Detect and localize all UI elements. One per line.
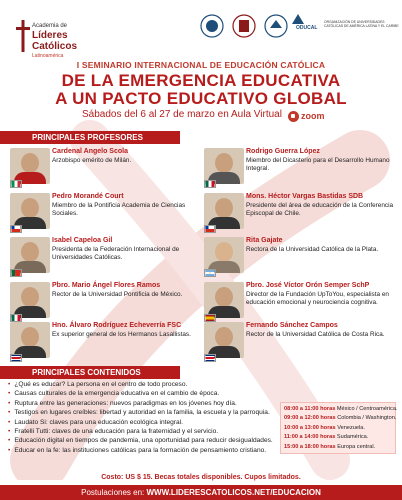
list-item: • Educar en la fe: las instituciones católicas para la formación de pensamiento cristiano. (8, 446, 288, 455)
schedule-row (284, 443, 392, 452)
italy-flag-icon (10, 180, 22, 188)
schedule-place: México / Centroamérica. (336, 406, 398, 412)
schedule-row (284, 405, 398, 414)
schedule-place: Venezuela. (337, 424, 365, 431)
speaker-desc: Rectora de la Universidad Católica de la Plata. (246, 246, 379, 253)
speaker-card (10, 193, 206, 237)
speaker-photo (204, 237, 244, 273)
university-seal-2-icon (232, 14, 256, 38)
schedule-row (284, 433, 392, 442)
schedule-time: 15:00 a 18:00 horas (284, 443, 336, 450)
costa-rica-flag-icon (10, 354, 22, 362)
oducal-logo-icon (292, 14, 304, 24)
schedule-row (284, 414, 397, 423)
chile-flag-icon (10, 225, 22, 233)
speaker-photo (10, 148, 50, 184)
logo-line1: Academia de (32, 23, 68, 29)
contents-list (8, 380, 288, 455)
schedule-row (284, 424, 392, 433)
zoom-icon (288, 111, 299, 122)
speaker-card (204, 148, 400, 192)
schedule-place: Sudamérica. (336, 434, 369, 441)
speaker-desc: Rector de la Universidad Pontificia de México. (52, 291, 183, 298)
schedule-place: Colombia / Washington. (337, 415, 397, 422)
list-item: • Ruptura entre las generaciones: nuevos paradigmas en los jóvenes hoy día. (8, 399, 288, 408)
list-item: • Fratelli Tutti: claves de una educación para la fraternidad y el servicio. (8, 427, 288, 436)
mexico-flag-icon (204, 180, 216, 188)
schedule-time: 09:00 a 12:00 horas (284, 415, 336, 422)
speaker-photo (204, 282, 244, 318)
list-item: • Testigos en lugares creíbles: libertad y autoridad en la familia, la escuela y la parroquia. (8, 408, 288, 417)
speaker-name: Hno. Álvaro Rodríguez Echeverría FSC (52, 322, 182, 329)
dates-text: Sábados del 6 al 27 de marzo en Aula Virtual (82, 109, 282, 120)
speaker-name: Rodrigo Guerra López (246, 148, 320, 155)
speaker-card (204, 193, 400, 237)
section-contents: PRINCIPALES CONTENIDOS (0, 366, 180, 379)
academy-logo-text (32, 22, 77, 60)
schedule-time: 08:00 a 11:00 horas (284, 406, 336, 412)
university-seal-3-icon (264, 14, 288, 38)
logo-line4: Latinoamérica (32, 53, 64, 59)
speaker-name: Isabel Capeloa Gil (52, 237, 113, 244)
schedule-place: Europa central. (337, 443, 376, 450)
speaker-desc: Miembro del Dicasterio para el Desarrollo Humano Integral. (246, 157, 390, 172)
list-item: • ¿Qué es educar? La persona en el centro de todo proceso. (8, 380, 288, 389)
speaker-name: Pbro. José Víctor Orón Semper SchP (246, 282, 370, 289)
cross-icon (16, 20, 30, 52)
speaker-photo (10, 193, 50, 229)
speaker-desc: Presidenta de la Federación Internacional de Universidades Católicas. (52, 246, 180, 261)
speaker-name: Pedro Morandé Court (52, 193, 124, 200)
mexico-flag-icon (10, 314, 22, 322)
speaker-name: Fernando Sánchez Campos (246, 322, 338, 329)
speaker-card (10, 237, 206, 281)
cost-text: Costo: US $ 15. Becas totales disponibles. Cupos limitados. (101, 474, 301, 481)
zoom-label: zoom (301, 111, 325, 121)
header (0, 0, 402, 59)
speaker-card (204, 237, 400, 281)
logo-line3: Católicos (32, 41, 78, 52)
speaker-photo (10, 237, 50, 273)
speaker-name: Pbro. Mario Ángel Flores Ramos (52, 282, 161, 289)
speaker-name: Cardenal Angelo Scola (52, 148, 128, 155)
argentina-flag-icon (204, 269, 216, 277)
chile-flag-icon (204, 225, 216, 233)
footer-bar (0, 485, 402, 500)
speaker-desc: Presidente del área de educación de la Conferencia Episcopal de Chile. (246, 202, 394, 217)
speaker-photo (204, 193, 244, 229)
logo-line2: Líderes (32, 30, 68, 41)
speaker-desc: Arzobispo emérito de Milán. (52, 157, 132, 164)
speaker-desc: Director de la Fundación UpToYou, especialista en educación emocional y neurociencia cognitiva. (246, 291, 389, 306)
speaker-name: Rita Gajate (246, 237, 283, 244)
seminar-line: I SEMINARIO INTERNACIONAL DE EDUCACIÓN CATÓLICA (76, 60, 326, 70)
oducal-description: ORGANIZACIÓN DE UNIVERSIDADES CATÓLICAS DE AMÉRICA LATINA Y EL CARIBE (324, 20, 399, 29)
list-item: • Causas culturales de la emergencia educativa en el cambio de época. (8, 389, 288, 398)
speaker-card (204, 282, 400, 326)
speaker-card (10, 282, 206, 326)
list-item: • Educación digital en tiempos de pandemia, una oportunidad para reducir desigualdades. (8, 436, 288, 445)
schedule-time: 11:00 a 14:00 horas (284, 434, 336, 441)
title-line1: DE LA EMERGENCIA EDUCATIVA (61, 71, 341, 90)
footer-prefix: Postulaciones en: (81, 488, 147, 497)
speaker-card (10, 322, 206, 366)
speaker-photo (204, 322, 244, 358)
oducal-label: ODUCAL (296, 25, 318, 31)
speaker-photo (10, 322, 50, 358)
speaker-photo (10, 282, 50, 318)
zoom-badge (288, 110, 325, 122)
portugal-flag-icon (10, 269, 22, 277)
speaker-desc: Miembro de la Pontificia Academia de Ciencias Sociales. (52, 202, 186, 217)
section-professors: PRINCIPALES PROFESORES (0, 131, 180, 144)
schedule-box (280, 402, 396, 454)
speaker-photo (204, 148, 244, 184)
costa-rica-flag-icon (204, 354, 216, 362)
academy-logo[interactable] (8, 8, 88, 59)
title-line2: A UN PACTO EDUCATIVO GLOBAL (55, 89, 347, 108)
speaker-card (204, 322, 400, 366)
list-item: • Laudato Si: claves para una educación ecológica integral. (8, 418, 288, 427)
speaker-desc: Rector de la Universidad Católica de Costa Rica. (246, 331, 385, 338)
speaker-name: Mons. Héctor Vargas Bastidas SDB (246, 193, 364, 200)
speaker-desc: Ex superior general de los Hermanos Lasallistas. (52, 331, 191, 338)
footer-url-link[interactable]: WWW.LIDERESCATOLICOS.NET/EDUCACION (146, 488, 321, 497)
university-seal-1-icon (200, 14, 224, 38)
schedule-time: 10:00 a 13:00 horas (284, 424, 336, 431)
speaker-card (10, 148, 206, 192)
spain-flag-icon (204, 314, 216, 322)
